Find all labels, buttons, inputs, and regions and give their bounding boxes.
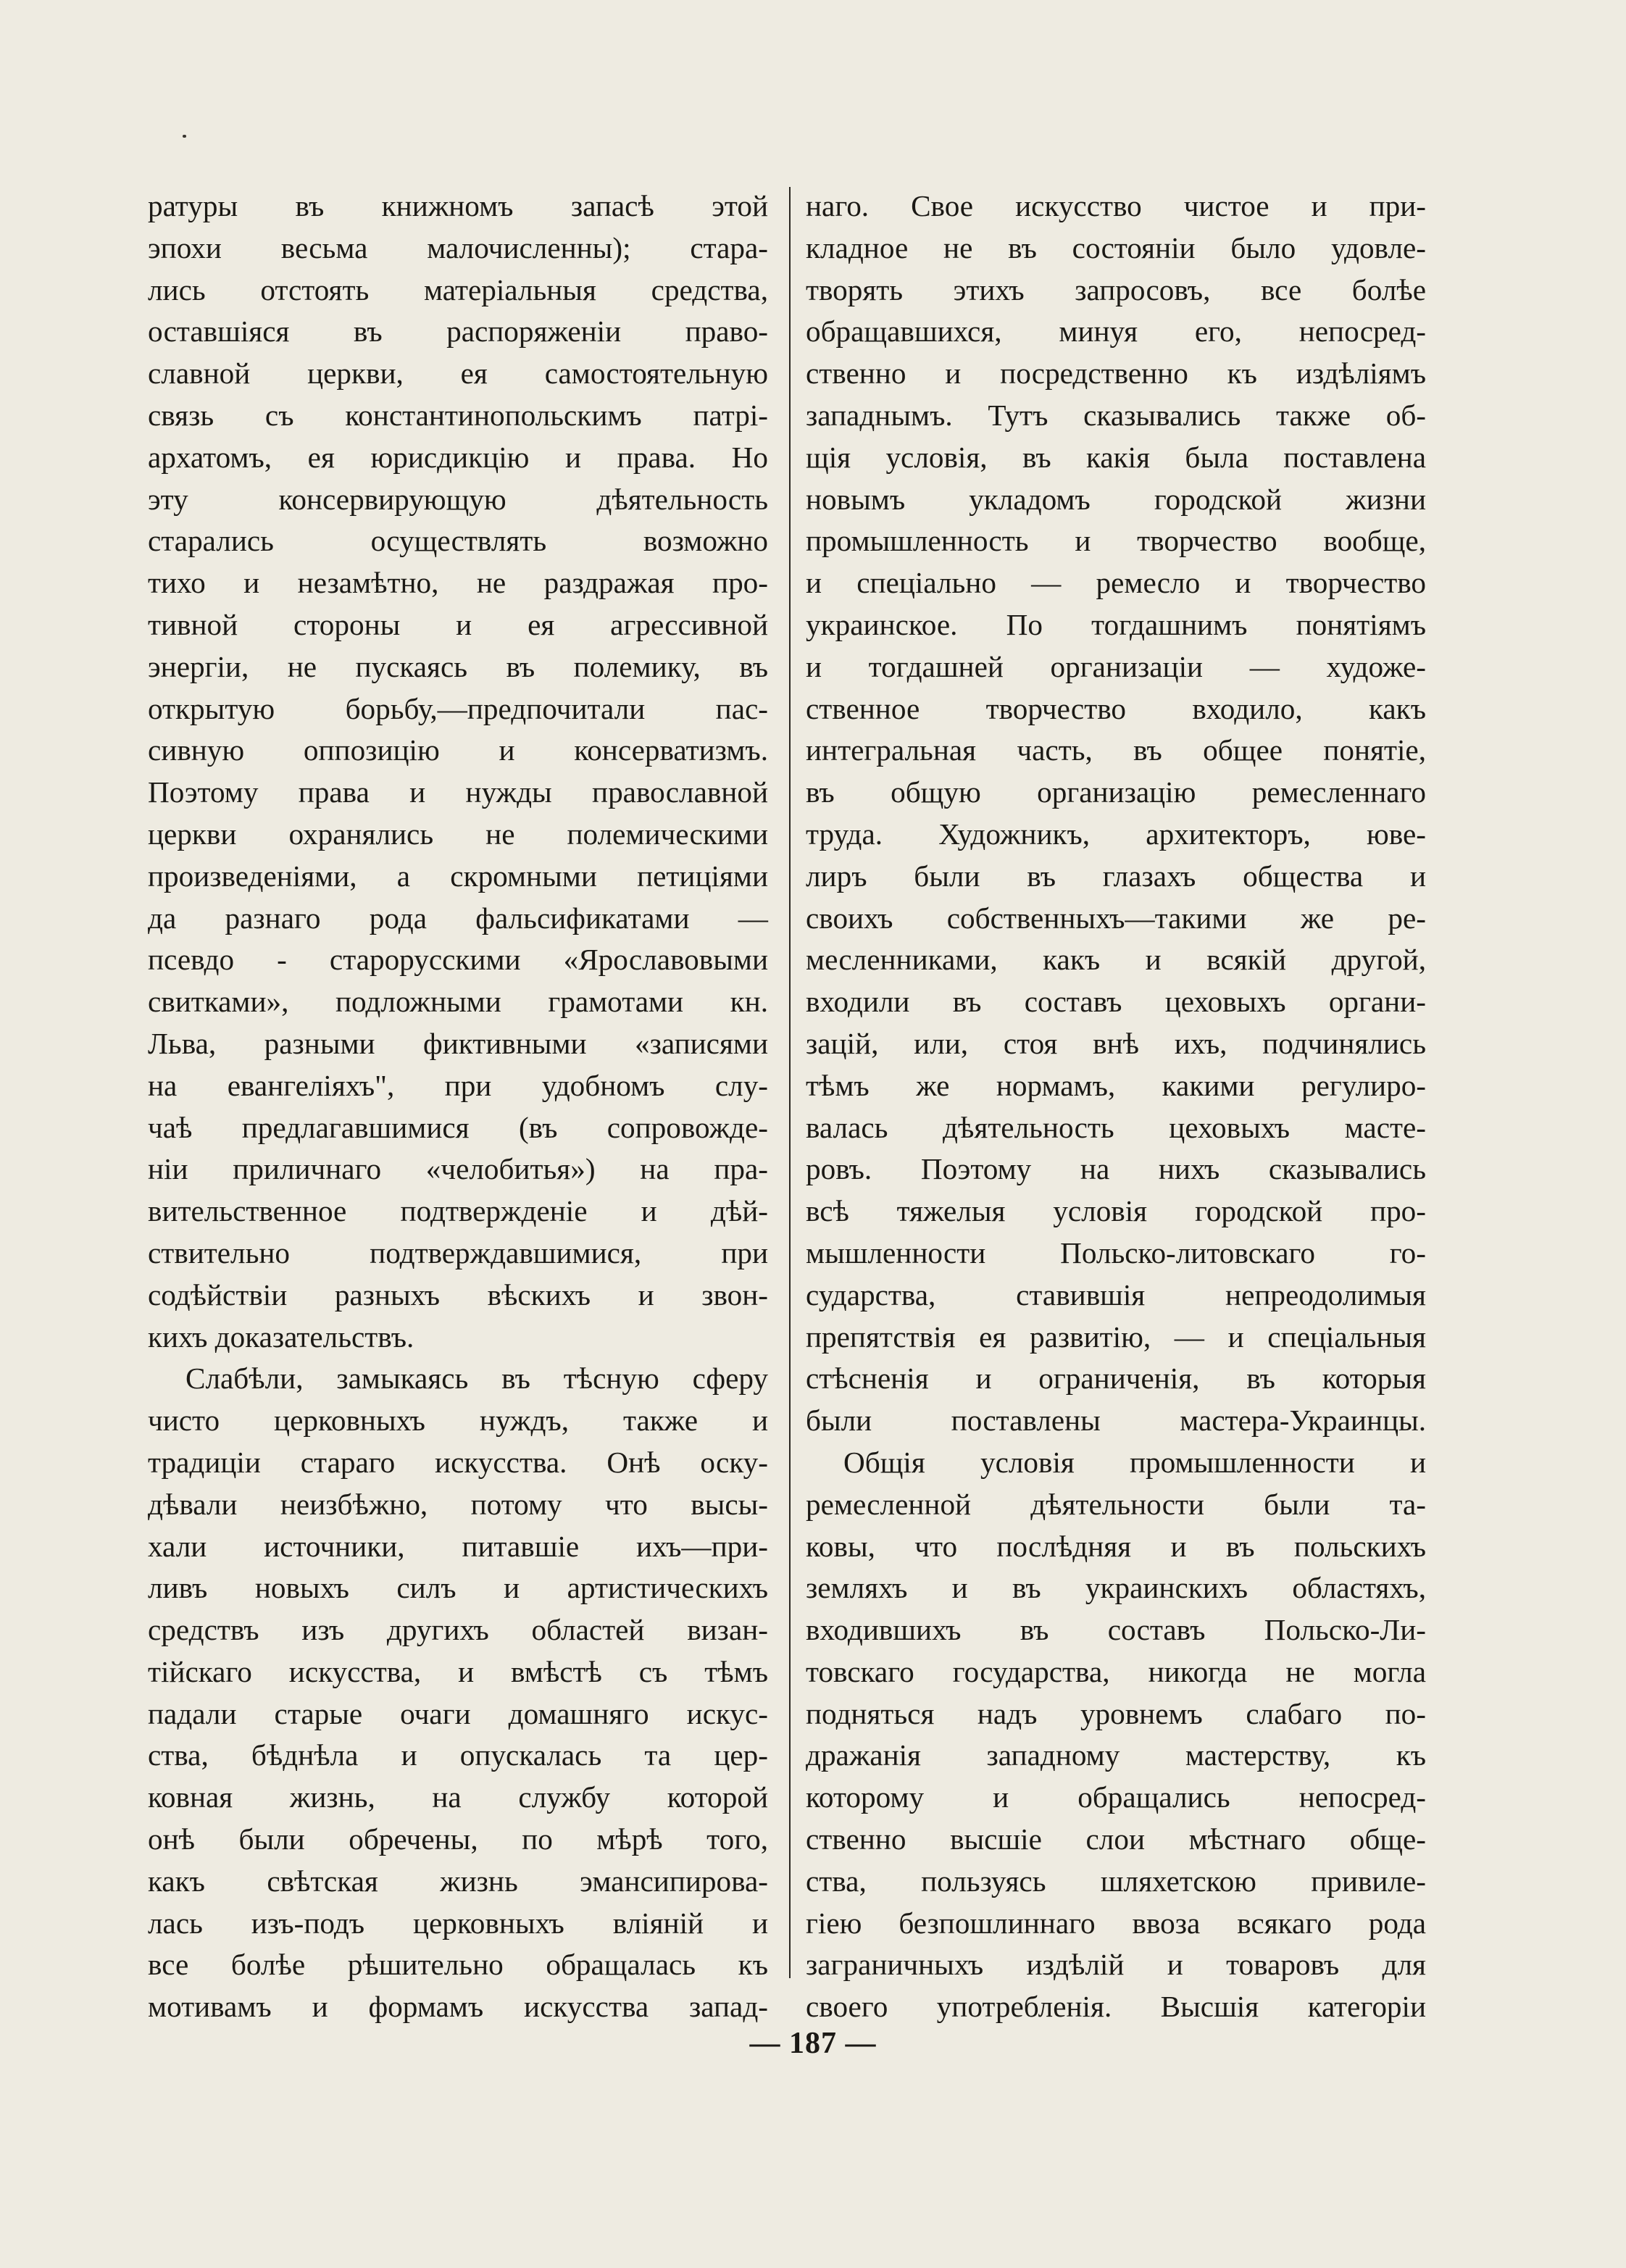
right-column-line: интегральная часть, въ общее понятіе, (806, 733, 1426, 767)
right-column-line: месленниками, какъ и всякій другой, (806, 943, 1426, 977)
right-text-column (806, 185, 1426, 2028)
left-column-line: лась изъ-подъ церковныхъ вліяній и (148, 1906, 768, 1940)
left-column-line: тивной стороны и ея агрессивной (148, 607, 768, 641)
right-column-line: товскаго государства, никогда не могла (806, 1654, 1426, 1688)
right-column-line: валась дѣятельность цеховыхъ масте- (806, 1110, 1426, 1144)
right-column-line: стѣсненія и ограниченія, въ которыя (806, 1362, 1426, 1396)
right-column-line: своего употребленія. Высшія категоріи (806, 1990, 1426, 2024)
right-column-line: кладное не въ состояніи было удовле- (806, 230, 1426, 264)
right-column-line: промышленность и творчество вообще, (806, 524, 1426, 558)
right-column-line: украинское. По тогдашнимъ понятіямъ (806, 607, 1426, 641)
right-column-line: и тогдашней организаціи — художе- (806, 649, 1426, 683)
left-column-line: Слабѣли, замыкаясь въ тѣсную сферу (185, 1362, 768, 1396)
right-column-line: подняться надъ уровнемъ слабаго по- (806, 1696, 1426, 1730)
left-column-line: свитками», подложными грамотами кн. (148, 985, 768, 1019)
left-column-line: онѣ были обречены, по мѣрѣ того, (148, 1822, 768, 1856)
left-column-line: на евангеліяхъ", при удобномъ слу- (148, 1068, 768, 1102)
left-text-column (148, 185, 768, 2028)
right-column-line: въ общую организацію ремесленнаго (806, 775, 1426, 809)
left-column-line: лись отстоять матеріальныя средства, (148, 272, 768, 307)
left-column-line: энергіи, не пускаясь въ полемику, въ (148, 649, 768, 683)
right-column-line: ственно и посредственно къ издѣліямъ (806, 357, 1426, 391)
left-column-line: ства, бѣднѣла и опускалась та цер- (148, 1738, 768, 1772)
left-column-line: эту консервирующую дѣятельность (148, 482, 768, 516)
right-column-line: всѣ тяжелыя условія городской про- (806, 1194, 1426, 1228)
left-column-line: сивную оппозицію и консерватизмъ. (148, 733, 768, 767)
left-column-line: все болѣе рѣшительно обращалась къ (148, 1948, 768, 1982)
left-column-line: старались осуществлять возможно (148, 524, 768, 558)
right-column-line: входили въ составъ цеховыхъ органи- (806, 985, 1426, 1019)
left-column-line: ніи приличнаго «челобитья») на пра- (148, 1152, 768, 1186)
left-column-line: вительственное подтвержденіе и дѣй- (148, 1194, 768, 1228)
left-column-line: дѣвали неизбѣжно, потому что высы- (148, 1487, 768, 1521)
left-column-line: чисто церковныхъ нуждъ, также и (148, 1404, 768, 1438)
left-column-line: ковная жизнь, на службу которой (148, 1780, 768, 1814)
right-column-line: и спеціально — ремесло и творчество (806, 566, 1426, 600)
page-number: — 187 — (749, 2027, 877, 2060)
right-column-line: Общія условія промышленности и (843, 1445, 1426, 1479)
left-column-line: церкви охранялись не полемическими (148, 817, 768, 851)
left-column-line: псевдо - старорусскими «Ярославовыми (148, 943, 768, 977)
right-column-line: труда. Художникъ, архитекторъ, юве- (806, 817, 1426, 851)
right-column-line: которому и обращались непосред- (806, 1780, 1426, 1814)
left-column-line: традиціи стараго искусства. Онѣ оску- (148, 1445, 768, 1479)
right-column-line: тѣмъ же нормамъ, какими регулиро- (806, 1068, 1426, 1102)
right-column-line: наго. Свое искусство чистое и при- (806, 189, 1426, 222)
right-column-line: ства, пользуясь шляхетскою привиле- (806, 1864, 1426, 1898)
right-column-line: мышленности Польско-литовскаго го- (806, 1235, 1426, 1270)
right-column-line: ремесленной дѣятельности были та- (806, 1487, 1426, 1521)
left-column-line: славной церкви, ея самостоятельную (148, 357, 768, 391)
ink-speck (183, 135, 186, 138)
left-column-line: открытую борьбу,—предпочитали пас- (148, 691, 768, 725)
left-column-line: связь съ константинопольскимъ патрі- (148, 398, 768, 432)
right-column-line: ственно высшіе слои мѣстнаго обще- (806, 1822, 1426, 1856)
left-column-line: какъ свѣтская жизнь эмансипирова- (148, 1864, 768, 1898)
column-divider-rule (789, 187, 791, 1978)
left-column-line: Льва, разными фиктивными «записями (148, 1026, 768, 1060)
left-column-line: оставшіяся въ распоряженіи право- (148, 314, 768, 349)
left-column-line: Поэтому права и нужды православной (148, 775, 768, 809)
right-column-line: лиръ были въ глазахъ общества и (806, 859, 1426, 893)
left-column-line: ратуры въ книжномъ запасѣ этой (148, 189, 768, 222)
left-column-line: тихо и незамѣтно, не раздражая про- (148, 566, 768, 600)
right-column-line: обращавшихся, минуя его, непосред- (806, 314, 1426, 349)
left-column-line: чаѣ предлагавшимися (въ сопровожде- (148, 1110, 768, 1144)
right-column-line: своихъ собственныхъ—такими же ре- (806, 901, 1426, 935)
right-column-line: новымъ укладомъ городской жизни (806, 482, 1426, 516)
right-column-line: заграничныхъ издѣлій и товаровъ для (806, 1948, 1426, 1982)
left-column-line: мотивамъ и формамъ искусства запад- (148, 1990, 768, 2024)
right-column-line: препятствія ея развитію, — и спеціальныя (806, 1319, 1426, 1354)
right-column-line: зацій, или, стоя внѣ ихъ, подчинялись (806, 1026, 1426, 1060)
right-column-line: ковы, что послѣдняя и въ польскихъ (806, 1529, 1426, 1563)
right-column-line: гіею безпошлиннаго ввоза всякаго рода (806, 1906, 1426, 1940)
left-column-line: произведеніями, а скромными петиціями (148, 859, 768, 893)
right-column-line: дражанія западному мастерству, къ (806, 1738, 1426, 1772)
left-column-line: хали источники, питавшіе ихъ—при- (148, 1529, 768, 1563)
left-column-line: ствительно подтверждавшимися, при (148, 1235, 768, 1270)
left-column-line: падали старые очаги домашняго искус- (148, 1696, 768, 1730)
left-column-line: средствъ изъ другихъ областей визан- (148, 1613, 768, 1647)
right-column-line: западнымъ. Тутъ сказывались также об- (806, 398, 1426, 432)
right-column-line: входившихъ въ составъ Польско-Ли- (806, 1613, 1426, 1647)
right-column-line: были поставлены мастера-Украинцы. (806, 1404, 1426, 1438)
left-column-line: архатомъ, ея юрисдикцію и права. Но (148, 440, 768, 474)
left-column-line: кихъ доказательствъ. (148, 1319, 414, 1354)
right-column-line: земляхъ и въ украинскихъ областяхъ, (806, 1571, 1426, 1605)
left-column-line: да разнаго рода фальсификатами — (148, 901, 768, 935)
left-column-line: тійскаго искусства, и вмѣстѣ съ тѣмъ (148, 1654, 768, 1688)
left-column-line: эпохи весьма малочисленны); стара- (148, 230, 768, 264)
left-column-line: содѣйствіи разныхъ вѣскихъ и звон- (148, 1277, 768, 1312)
right-column-line: творять этихъ запросовъ, все болѣе (806, 272, 1426, 307)
right-column-line: ственное творчество входило, какъ (806, 691, 1426, 725)
right-column-line: сударства, ставившія непреодолимыя (806, 1277, 1426, 1312)
right-column-line: ровъ. Поэтому на нихъ сказывались (806, 1152, 1426, 1186)
right-column-line: щія условія, въ какія была поставлена (806, 440, 1426, 474)
left-column-line: ливъ новыхъ силъ и артистическихъ (148, 1571, 768, 1605)
